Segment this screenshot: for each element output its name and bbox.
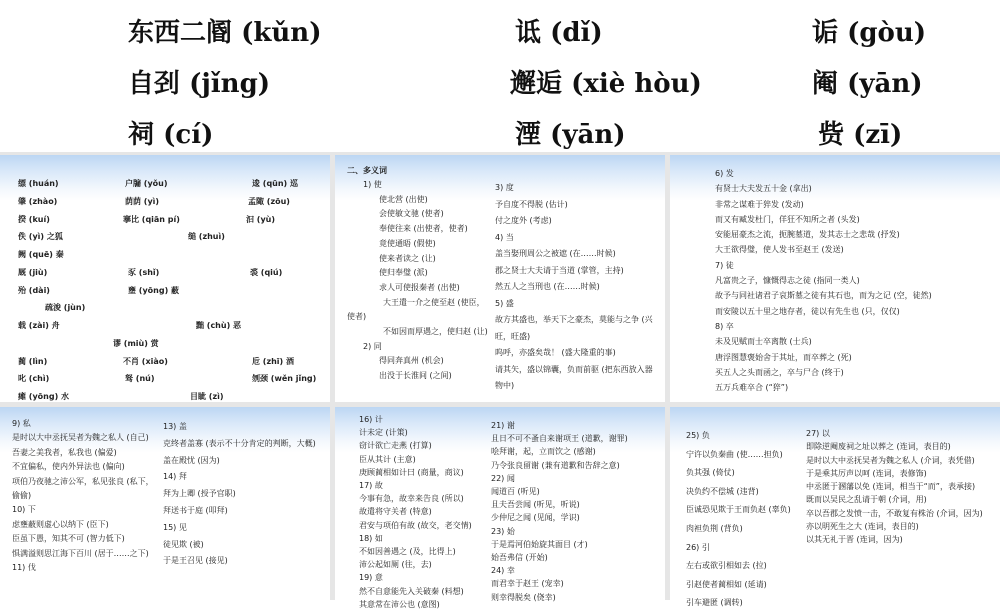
entry-line: 6) 发	[715, 169, 734, 178]
pron-item: 户牖 (yǒu)	[125, 179, 168, 188]
pron-item: 搴比 (qiān pí)	[123, 215, 180, 224]
pron-item: 佚 (yì) 之狐	[18, 232, 63, 241]
entry-line: 故遣将守关者 (特意)	[359, 507, 432, 517]
entry-line: 宁许以负秦曲 (使……担负)	[686, 449, 783, 459]
pron-item: 叱 (chì)	[18, 374, 50, 383]
entry-line: 始吾弗信 (开始)	[491, 553, 548, 563]
pron-item: 黜 (chù) 恶	[196, 321, 242, 330]
slide-thumbnail-polysemy-1[interactable]	[335, 155, 665, 402]
entry-line: 是时以大中丞抚吴者为魏之私人 (自己)	[12, 433, 149, 443]
entry-line: 予自度不得脱 (估计)	[495, 199, 568, 209]
entry-line: 22) 闻	[491, 473, 515, 483]
entry-line: 项伯乃夜驰之沛公军，私见张良 (私下，偷偷)	[12, 476, 154, 501]
entry-line: 臣虽下愚，知其不可 (智力低下)	[12, 534, 125, 544]
entry-line: 庚顾蔺相如计曰 (商量，商议)	[359, 467, 464, 477]
entry-line: 9) 私	[12, 419, 31, 428]
entry-line: 付之度外 (考虑)	[495, 216, 552, 225]
entry-line: 徒见欺 (被)	[163, 539, 204, 549]
pron-item: 载 (zài) 舟	[18, 321, 60, 330]
entry-line: 13) 盖	[163, 422, 187, 431]
pron-item: 目眦 (zì)	[190, 392, 224, 401]
entry-line: 虑壅蔽则虚心以纳下 (臣下)	[12, 519, 109, 529]
entry-line: 呜呼，亦盛矣哉！ (盛大隆重的事)	[495, 348, 616, 357]
slide-thumbnail-polysemy-5[interactable]	[670, 407, 1000, 608]
entry-line: 卒以吾郡之发愤一击，不敢复有株治 (介词，因为)	[806, 508, 983, 518]
entry-line: 买五人之头而函之，卒与尸合 (终于)	[715, 367, 844, 377]
section-heading: 二、多义词	[347, 166, 387, 175]
entry-line: 凡富贵之子，慷慨得志之徒 (指同一类人)	[715, 276, 860, 286]
entry-line: 大王遣一介之使至赵 (使臣，使者)	[347, 297, 485, 322]
polysemy-column	[12, 417, 158, 575]
vocab-header	[0, 0, 1000, 152]
entry-line: 24) 幸	[491, 566, 515, 576]
entry-line: 是时以大中丞抚吴者为魏之私人 (介词，表凭借)	[806, 455, 975, 465]
entry-line: 克终者盖寡 (表示不十分肯定的判断，大概)	[163, 438, 316, 448]
entry-line: 于是王召见 (接见)	[163, 556, 228, 566]
vocab-word: 祠 (cí)	[128, 120, 214, 150]
entry-line: 17) 故	[359, 481, 383, 491]
entry-line: 君安与项伯有故 (故交，老交情)	[359, 520, 472, 530]
entry-line: 亦以明死生之大 (连词，表目的)	[806, 522, 919, 532]
vocab-word: 邂逅 (xiè hòu)	[510, 69, 702, 99]
polysemy-column	[495, 180, 655, 395]
pron-item: 不肖 (xiào)	[123, 357, 168, 366]
entry-line: 7) 徒	[715, 260, 734, 270]
entry-line: 窃计欲亡走燕 (打算)	[359, 441, 432, 451]
entry-line: 沛公起如厕 (往，去)	[359, 560, 432, 570]
polysemy-column	[715, 166, 995, 395]
slide-thumbnail-polysemy-3[interactable]	[0, 407, 330, 600]
entry-line: 拜为上卿 (授予官职)	[163, 489, 236, 499]
entry-line: 计未定 (计策)	[359, 428, 408, 438]
entry-line: 16) 计	[359, 415, 383, 424]
entry-line: 18) 如	[359, 533, 383, 543]
entry-line: 25) 负	[686, 431, 710, 440]
entry-line: 则幸得脱矣 (侥幸)	[491, 592, 556, 602]
entry-line: 今事有急，故幸来告良 (所以)	[359, 494, 464, 504]
entry-line: 而安陵以五十里之地存者，徒以有先生也 (只，仅仅)	[715, 306, 900, 316]
entry-line: 11) 伐	[12, 563, 36, 573]
entry-line: 引赵使者蔺相如 (延请)	[686, 579, 767, 589]
polysemy-column	[347, 178, 492, 384]
pron-item: 刎颈 (wěn jǐng)	[252, 374, 317, 383]
entry-line: 拜送书于庭 (叩拜)	[163, 505, 228, 515]
pron-item: 殆 (dài)	[18, 286, 50, 295]
slide-thumbnail-polysemy-4[interactable]	[335, 407, 665, 609]
entry-line: 故方其盛也，举天下之豪杰，莫能与之争 (兴旺，旺盛)	[495, 315, 653, 341]
entry-line: 吾妻之美我者，私我也 (偏爱)	[12, 447, 117, 457]
entry-line: 臣诚恐见欺于王而负赵 (辜负)	[686, 505, 791, 515]
polysemy-column	[163, 419, 323, 570]
pron-item: 疏浚 (jùn)	[45, 303, 86, 312]
entry-line: 4) 当	[495, 232, 514, 242]
entry-line: 3) 度	[495, 183, 514, 192]
entry-line: 然不自意能先入关破秦 (料想)	[359, 586, 464, 596]
entry-line: 不如因而厚遇之，使归赵 (让)	[383, 327, 488, 337]
entry-line: 19) 意	[359, 573, 383, 583]
entry-line: 于是焉河伯始旋其面目 (才)	[491, 539, 588, 549]
entry-line: 不如因善遇之 (及，比得上)	[359, 547, 456, 557]
entry-line: 以其无礼于晋 (连词，因为)	[806, 535, 903, 545]
entry-line: 闻道百 (听见)	[491, 487, 540, 497]
entry-line: 1) 使	[363, 180, 382, 189]
entry-line: 既而以吴民之乱请于朝 (介词，用)	[806, 495, 927, 505]
entry-line: 且日不可不蚤自来谢项王 (道歉，谢罪)	[491, 434, 628, 444]
entry-line: 肉袒负荆 (背负)	[686, 523, 743, 533]
entry-line: 有贤士大夫发五十金 (拿出)	[715, 184, 812, 194]
entry-line: 负其强 (倚仗)	[686, 468, 735, 478]
pron-item: 谬 (miù) 赏	[113, 339, 159, 348]
polysemy-column	[686, 427, 804, 613]
entry-line: 决负约不偿城 (违背)	[686, 486, 759, 496]
entry-line: 23) 始	[491, 526, 515, 536]
entry-line: 21) 谢	[491, 421, 515, 430]
entry-line: 2) 同	[363, 341, 382, 351]
pron-item: 壅 (yōng) 蔽	[128, 286, 180, 295]
entry-line: 且夫吾尝闻 (听见，听说)	[491, 500, 580, 510]
entry-line: 故予与同社诸君子哀斯墓之徒有其石也，而为之记 (空，徒然)	[715, 291, 932, 301]
entry-line: 不宜偏私，使内外异法也 (偏向)	[12, 462, 125, 472]
entry-line: 臣从其计 (主意)	[359, 454, 416, 464]
entry-line: 安能屈豪杰之流，扼腕墓道，发其志士之悲哉 (抒发)	[715, 230, 900, 240]
pron-item: 卮 (zhī) 酒	[252, 357, 294, 366]
entry-line: 唐浮图慧褒始舍于其址，而卒葬之 (死)	[715, 352, 852, 362]
entry-line: 请其矢，盛以锦囊，负而前驱 (把东西放入器物中)	[495, 364, 653, 390]
entry-line: 中丞匿于溷藩以免 (连词，相当于“而”，表承接)	[806, 482, 976, 492]
vocab-word: 湮 (yān)	[515, 120, 626, 150]
entry-line: 8) 卒	[715, 321, 734, 331]
entry-line: 大王欲得璧，使人发书至赵王 (发送)	[715, 245, 844, 255]
entry-line: 10) 下	[12, 505, 36, 515]
vocab-word: 阉 (yān)	[812, 69, 923, 99]
vocab-word: 赀 (zī)	[818, 120, 903, 150]
entry-line: 竟使通晤 (假使)	[379, 238, 436, 248]
entry-line: 使归奉璧 (派)	[379, 268, 428, 278]
slide-thumbnail-polysemy-2[interactable]	[670, 155, 1000, 402]
pron-item: 豕 (shǐ)	[128, 268, 160, 277]
slide-thumbnail-pronunciation[interactable]	[0, 155, 330, 402]
entry-line: 惧满溢则思江海下百川 (居于……之下)	[12, 548, 149, 558]
entry-line: 26) 引	[686, 542, 710, 552]
entry-line: 出没于长淮间 (之间)	[379, 371, 452, 381]
entry-line: 使来者读之 (让)	[379, 253, 436, 263]
polysemy-column	[491, 419, 661, 604]
entry-line: 会使敏文驰 (使者)	[379, 209, 444, 219]
vocab-word: 诟 (gòu)	[812, 18, 927, 48]
vocab-word: 东西二阍 (kǔn)	[128, 18, 322, 48]
pron-item: 荫荫 (yì)	[125, 197, 160, 206]
entry-line: 即除逆阉废祠之址以葬之 (连词，表目的)	[806, 442, 951, 452]
entry-line: 而又有臧发杜门，佯狂不知所之者 (头发)	[715, 214, 860, 224]
pron-item: 缥 (huán)	[18, 179, 59, 188]
entry-line: 五万兵难卒合 (“猝”)	[715, 383, 789, 393]
vocab-word: 诋 (dǐ)	[515, 18, 603, 48]
pron-item: 孟陬 (zōu)	[248, 197, 290, 206]
pron-item: 瘫 (yōng) 水	[18, 392, 70, 401]
pron-item: 肇 (zhào)	[18, 197, 58, 206]
entry-line: 其意常在沛公也 (意图)	[359, 599, 440, 609]
entry-line: 求人可使报秦者 (出使)	[379, 282, 460, 292]
entry-line: 哙拜谢，起，立而饮之 (感谢)	[491, 447, 596, 457]
polysemy-column	[359, 413, 484, 611]
entry-line: 27) 以	[806, 429, 830, 438]
pron-item: 阙 (quē) 秦	[18, 250, 64, 259]
pron-item: 逡 (qūn) 巡	[252, 179, 298, 188]
entry-line: 使北营 (出使)	[379, 194, 428, 204]
entry-line: 左右或欲引相如去 (拉)	[686, 561, 767, 571]
entry-line: 郡之贤士大夫请于当道 (掌管，主持)	[495, 265, 624, 275]
pron-item: 揆 (kuí)	[18, 215, 50, 224]
entry-line: 奉使往来 (出使者，使者)	[379, 224, 468, 234]
pron-item: 裘 (qiú)	[250, 268, 283, 277]
entry-line: 乃令张良留谢 (兼有道歉和告辞之意)	[491, 460, 620, 470]
entry-line: 盖在殿忧 (因为)	[163, 455, 220, 465]
polysemy-column	[806, 427, 992, 547]
pron-item: 缒 (zhuì)	[188, 232, 225, 241]
entry-line: 得同奔真州 (机会)	[379, 356, 444, 366]
pron-item: 厩 (jiù)	[18, 268, 48, 277]
entry-line: 15) 见	[163, 522, 187, 532]
entry-line: 然五人之当刑也 (在……时候)	[495, 282, 600, 291]
entry-line: 14) 拜	[163, 472, 187, 482]
entry-line: 引车避匿 (调转)	[686, 598, 743, 608]
entry-line: 而君幸于赵王 (宠幸)	[491, 579, 564, 589]
entry-line: 盖当娶刑周公之被遮 (在……时候)	[495, 249, 616, 258]
vocab-word: 自刭 (jǐng)	[128, 69, 271, 99]
pron-item: 驽 (nú)	[125, 374, 155, 383]
entry-line: 未及见赋而士卒离散 (士兵)	[715, 337, 812, 347]
entry-line: 少仲尼之闻 (见闻，学识)	[491, 513, 580, 523]
entry-line: 非常之谋难于猝发 (发动)	[715, 199, 804, 209]
entry-line: 于是乘其厉声以呵 (连词，表修饰)	[806, 468, 927, 478]
entry-line: 5) 盛	[495, 298, 514, 308]
pron-item: 汩 (yù)	[246, 215, 276, 224]
slide-header-gradient	[0, 155, 330, 201]
pron-item: 蔺 (lìn)	[18, 357, 48, 366]
